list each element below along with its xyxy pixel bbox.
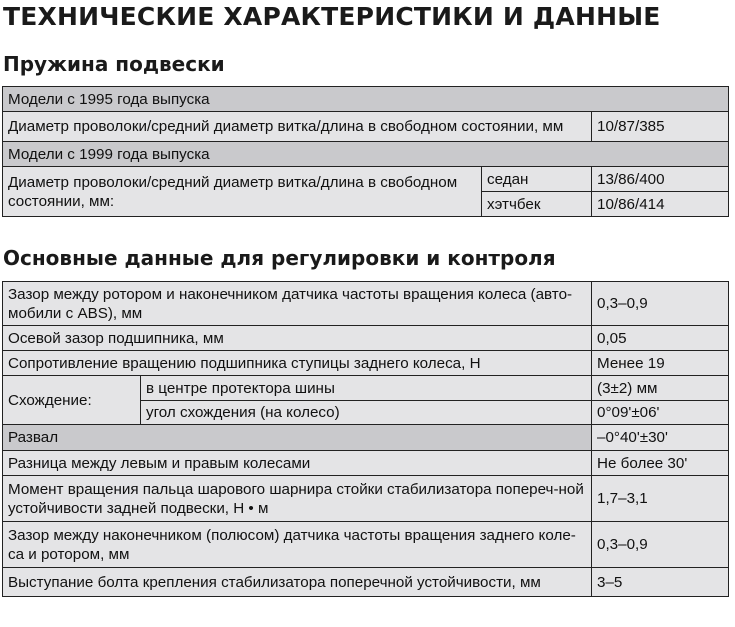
page-title: ТЕХНИЧЕСКИЕ ХАРАКТЕРИСТИКИ И ДАННЫЕ — [3, 2, 661, 31]
table-row — [3, 112, 729, 142]
model-1995-header: Модели с 1995 года выпуска — [3, 87, 729, 112]
table-row — [3, 87, 729, 112]
bolt-protrusion-value: 3–5 — [592, 568, 729, 597]
section-title-spring: Пружина подвески — [3, 52, 225, 76]
table-row — [3, 351, 729, 376]
table-row — [3, 568, 729, 597]
hatch-label: хэтчбек — [482, 192, 592, 217]
ball-joint-moment-label: Момент вращения пальца шарового шарнира стойки стабилизатора попереч-ной устойчивости задней подвески, Н • м — [3, 476, 592, 522]
bearing-resistance-value: Менее 19 — [592, 351, 729, 376]
sedan-label: седан — [482, 167, 592, 192]
model-1999-header: Модели с 1999 года выпуска — [3, 142, 729, 167]
hatch-value: 10/86/414 — [592, 192, 729, 217]
table-row — [3, 451, 729, 476]
rear-sensor-gap-label: Зазор между наконечником (полюсом) датчика частоты вращения заднего коле-са и ротором, мм — [3, 522, 592, 568]
section-title-main: Основные данные для регулировки и контроля — [3, 246, 556, 270]
table-row — [3, 326, 729, 351]
adjustment-table — [2, 281, 729, 597]
bearing-resistance-label: Сопротивление вращению подшипника ступицы заднего колеса, Н — [3, 351, 592, 376]
rear-sensor-gap-value: 0,3–0,9 — [592, 522, 729, 568]
table-row — [3, 376, 729, 401]
table-row — [3, 476, 729, 522]
toe-center-value: (3±2) мм — [592, 376, 729, 401]
camber-label: Развал — [3, 425, 592, 451]
axial-gap-value: 0,05 — [592, 326, 729, 351]
table-row — [3, 282, 729, 326]
toe-angle-value: 0°09'±06' — [592, 401, 729, 425]
ball-joint-moment-value: 1,7–3,1 — [592, 476, 729, 522]
toe-label: Схождение: — [3, 376, 141, 425]
table-row — [3, 425, 729, 451]
spring-1999-label: Диаметр проволоки/средний диаметр витка/длина в свободном состоянии, мм: — [3, 167, 482, 217]
sedan-value: 13/86/400 — [592, 167, 729, 192]
toe-center-label: в центре протектора шины — [141, 376, 592, 401]
rotor-gap-label: Зазор между ротором и наконечником датчика частоты вращения колеса (авто-мобили с ABS), мм — [3, 282, 592, 326]
spring-1995-label: Диаметр проволоки/средний диаметр витка/длина в свободном состоянии, мм — [3, 112, 592, 142]
spring-1995-value: 10/87/385 — [592, 112, 729, 142]
table-row — [3, 522, 729, 568]
table-row — [3, 167, 729, 192]
camber-value: –0°40'±30' — [592, 425, 729, 451]
lr-difference-label: Разница между левым и правым колесами — [3, 451, 592, 476]
rotor-gap-value: 0,3–0,9 — [592, 282, 729, 326]
axial-gap-label: Осевой зазор подшипника, мм — [3, 326, 592, 351]
spring-table — [2, 86, 729, 217]
lr-difference-value: Не более 30' — [592, 451, 729, 476]
table-row — [3, 142, 729, 167]
toe-angle-label: угол схождения (на колесо) — [141, 401, 592, 425]
bolt-protrusion-label: Выступание болта крепления стабилизатора поперечной устойчивости, мм — [3, 568, 592, 597]
